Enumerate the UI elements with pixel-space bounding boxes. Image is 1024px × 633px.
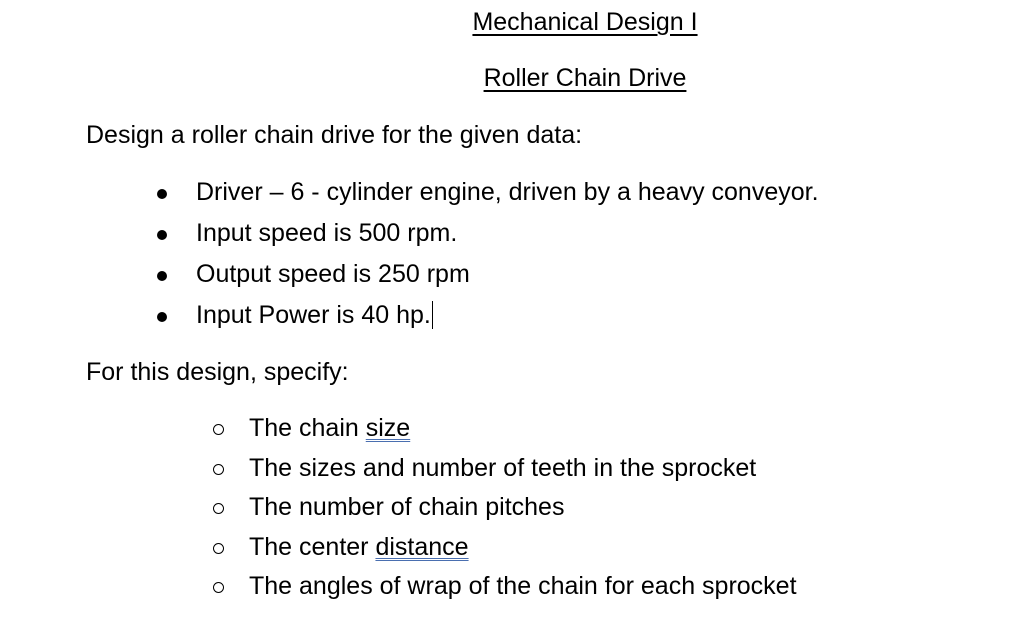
- hollow-circle-bullet-icon: [213, 543, 224, 554]
- document-title: Mechanical Design I: [472, 8, 698, 36]
- specify-text: The angles of wrap of the chain for each sprocket: [249, 572, 797, 600]
- bullet-dot-icon: [157, 189, 167, 199]
- specify-text-prefix: The center: [249, 532, 376, 561]
- hollow-circle-bullet-icon: [213, 424, 224, 435]
- given-data-text: Input speed is 500 rpm.: [196, 219, 458, 247]
- text-cursor: [432, 301, 433, 329]
- specify-text: [249, 533, 469, 562]
- hollow-circle-bullet-icon: [213, 464, 224, 475]
- hollow-circle-bullet-icon: [213, 582, 224, 593]
- given-data-text: Output speed is 250 rpm: [196, 260, 470, 288]
- proofing-marked-word[interactable]: distance: [375, 532, 469, 561]
- given-data-text: Input Power is 40 hp.: [196, 301, 431, 329]
- document-subtitle: Roller Chain Drive: [483, 64, 687, 92]
- specify-text-prefix: The chain: [249, 414, 366, 442]
- specify-paragraph: For this design, specify:: [86, 358, 349, 386]
- given-data-text: Driver – 6 - cylinder engine, driven by a heavy conveyor.: [196, 178, 819, 206]
- hollow-circle-bullet-icon: [213, 503, 224, 514]
- given-data-text-wrap[interactable]: [196, 301, 433, 330]
- specify-text: The number of chain pitches: [249, 493, 565, 521]
- specify-text: The sizes and number of teeth in the sprocket: [249, 453, 757, 482]
- bullet-dot-icon: [157, 230, 167, 240]
- bullet-dot-icon: [157, 271, 167, 281]
- bullet-dot-icon: [157, 312, 167, 322]
- specify-text: [249, 414, 410, 443]
- proofing-marked-word[interactable]: size: [365, 414, 411, 442]
- intro-paragraph: Design a roller chain drive for the given data:: [86, 121, 583, 149]
